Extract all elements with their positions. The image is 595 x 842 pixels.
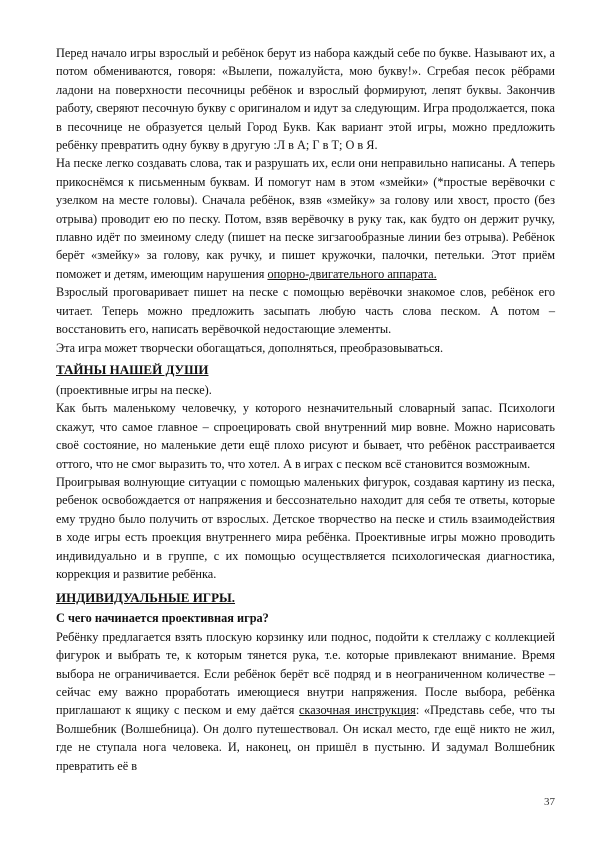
paragraph-figure-choice-text: Ребёнку предлагается взять плоскую корзинку или поднос, подойти к стеллажу с коллекцией фигурок и выбрать те, к которым тянется рука, т.е. которые привлекают внимание. Время выбора не ограничивается. Если ребёнок берёт всё подряд и в неограниченном количестве – сейчас ему важно проработать имеющиеся внутри напряжения. После выбора, ребёнка приглашают к ящику с песком и ему даётся bbox=[56, 629, 555, 718]
fairy-instruction-term: сказочная инструкция bbox=[298, 703, 416, 718]
section-heading-secrets: ТАЙНЫ НАШЕЙ ДУШИ bbox=[56, 361, 209, 377]
paragraph-figure-choice-tail: : «Представь себе, что ты Волшебник (Волшебница). Он долго путешествовал. Он искал место, где ещё никто не жил, где не ступала нога человека. И, наконец, он пришёл в пустыню. И задумал Волшебник превратить её в bbox=[56, 703, 556, 773]
paragraph-projective-note: (проективные игры на песке). bbox=[56, 382, 212, 397]
section-heading-individual-games: ИНДИВИДУАЛЬНЫЕ ИГРЫ. bbox=[56, 590, 236, 606]
paragraph-game-enrichment: Эта игра может творчески обогащаться, дополняться, преобразовываться. bbox=[56, 340, 444, 355]
subheading-projective-start: С чего начинается проективная игра? bbox=[56, 611, 269, 626]
paragraph-word-writing: Взрослый проговаривает пишет на песке с помощью верёвочки знакомое слов, ребёнок его читает. Теперь можно предложить засыпать любую часть слова песком. А потом – восстановить его, написать верёвочкой недостающие элементы. bbox=[56, 285, 555, 337]
paragraph-snake-writing bbox=[56, 154, 555, 283]
paragraph-figure-choice bbox=[56, 628, 555, 775]
paragraph-small-child: Как быть маленькому человечку, у которого незначительный словарный запас. Психологи скажут, что самое главное – спроецировать свой внутренний мир вовне. Можно нарисовать своё состояние, но маленькие дети ещё плохо рисуют и бывает, что ребёнок расстраивается оттого, что не смог выразить то, что хотел. А в играх с песком всё становится возможным. bbox=[56, 401, 555, 471]
paragraph-letter-city: Перед начало игры взрослый и ребёнок берут из набора каждый себе по букве. Называют их, а потом обмениваются, говоря: «Вылепи, пожалуйста, мою букву!». Сгребая песок рёбрами ладони на поверхности песочницы ребёнок и взрослый формируют, лепят буквы. Закончив работу, сверяют песочную букву с оригиналом и идут за следующим. Игра продолжается, пока в песочнице не образуется целый Город Букв. Как вариант этой игры, можно предложить ребёнку превратить одну букву в другую :Л в А; Г в Т; О в Я. bbox=[56, 46, 555, 153]
paragraph-figures-play: Проигрывая волнующие ситуации с помощью маленьких фигурок, создавая картину из песка, ребенок освобождается от напряжения и бессознательно находит для себя те ответы, которые ему трудно было получить от взрослых. Детское творчество на песке и стиль взаимодействия в ходе игры есть проекция внутреннего мира ребёнка. Проективные игры можно проводить индивидуально и в группе, с их помощью осуществляется психологическая диагностика, коррекция и развитие ребёнка. bbox=[56, 474, 555, 581]
page-body bbox=[56, 44, 555, 775]
motor-apparatus-term: опорно-двигательного аппарата. bbox=[267, 266, 437, 281]
page-number: 37 bbox=[544, 796, 555, 808]
paragraph-snake-writing-text: На песке легко создавать слова, так и разрушать их, если они неправильно написаны. А теперь прикоснёмся к письменным буквам. И помогут нам в этом «змейки» (*простые верёвочки с узелком на месте головы). Сначала ребёнок, взяв «змейку» за голову или хвост, просто (без отрыва) проводит ею по песку. Потом, взяв верёвочку в руку так, как будто он держит ручку, плавно идёт по змеиному следу (пишет на песке зигзагообразные линии без отрыва). Ребёнок берёт «змейку» за голову, как ручку, и пишет кружочки, палочки, петельки. Этот приём поможет и детям, имеющим нарушения bbox=[56, 156, 555, 281]
